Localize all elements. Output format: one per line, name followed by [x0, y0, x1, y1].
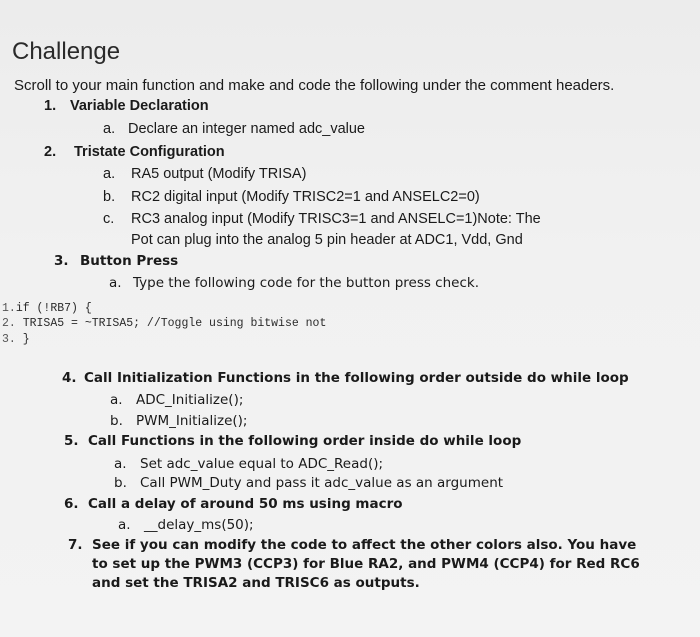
section-7-line1: See if you can modify the code to affect the other colors also. You have	[92, 537, 637, 553]
section-2a-text: RA5 output (Modify TRISA)	[131, 166, 307, 182]
section-5-number: 5.	[64, 433, 79, 449]
section-2c-text-line1: RC3 analog input (Modify TRISC3=1 and ANSELC=1)Note: The	[131, 211, 541, 227]
section-1a-text: Declare an integer named adc_value	[128, 121, 365, 137]
section-4-heading: Call Initialization Functions in the following order outside do while loop	[84, 370, 629, 386]
section-3a-text: Type the following code for the button press check.	[133, 275, 479, 291]
section-7-line2: to set up the PWM3 (CCP3) for Blue RA2, and PWM4 (CCP4) for Red RC6	[92, 556, 640, 572]
code-text: if (!RB7) {	[15, 302, 92, 315]
section-5b-marker: b.	[114, 475, 127, 491]
section-5-heading: Call Functions in the following order inside do while loop	[88, 433, 522, 449]
section-6a-marker: a.	[118, 517, 131, 533]
section-2b-marker: b.	[103, 189, 116, 205]
section-7-number: 7.	[68, 537, 83, 553]
section-2b-text: RC2 digital input (Modify TRISC2=1 and ANSELC2=0)	[131, 189, 480, 205]
section-1-heading: Variable Declaration	[70, 98, 209, 114]
code-line-3	[2, 333, 30, 346]
section-6-heading: Call a delay of around 50 ms using macro	[88, 496, 403, 512]
code-line-number: 1.	[2, 302, 16, 315]
section-4a-text: ADC_Initialize();	[136, 392, 244, 408]
section-4b-text: PWM_Initialize();	[136, 413, 248, 429]
section-2-number: 2.	[44, 144, 57, 160]
code-text: }	[15, 333, 30, 346]
section-1a-marker: a.	[103, 121, 116, 137]
section-3-heading: Button Press	[80, 253, 179, 269]
section-7-line3: and set the TRISA2 and TRISC6 as outputs.	[92, 575, 420, 591]
section-3-number: 3.	[54, 253, 69, 269]
section-1-number: 1.	[44, 98, 57, 114]
code-line-number: 2.	[2, 317, 16, 330]
section-5a-text: Set adc_value equal to ADC_Read();	[140, 456, 384, 472]
section-4-number: 4.	[62, 370, 77, 386]
section-5b-text: Call PWM_Duty and pass it adc_value as an argument	[140, 475, 504, 491]
section-3a-marker: a.	[109, 275, 122, 291]
section-4b-marker: b.	[110, 413, 123, 429]
intro-text: Scroll to your main function and make and code the following under the comment headers.	[14, 77, 615, 94]
section-2a-marker: a.	[103, 166, 116, 182]
section-6a-text: __delay_ms(50);	[144, 517, 254, 533]
section-6-number: 6.	[64, 496, 79, 512]
code-line-1	[2, 302, 92, 315]
section-2c-text-line2: Pot can plug into the analog 5 pin header at ADC1, Vdd, Gnd	[131, 232, 523, 248]
section-2c-marker: c.	[103, 211, 115, 227]
section-2-heading: Tristate Configuration	[74, 144, 225, 160]
code-line-number: 3.	[2, 333, 16, 346]
section-5a-marker: a.	[114, 456, 127, 472]
code-text: TRISA5 = ~TRISA5; //Toggle using bitwise not	[15, 317, 327, 330]
page-title: Challenge	[12, 38, 121, 65]
section-4a-marker: a.	[110, 392, 123, 408]
code-line-2	[2, 317, 326, 330]
